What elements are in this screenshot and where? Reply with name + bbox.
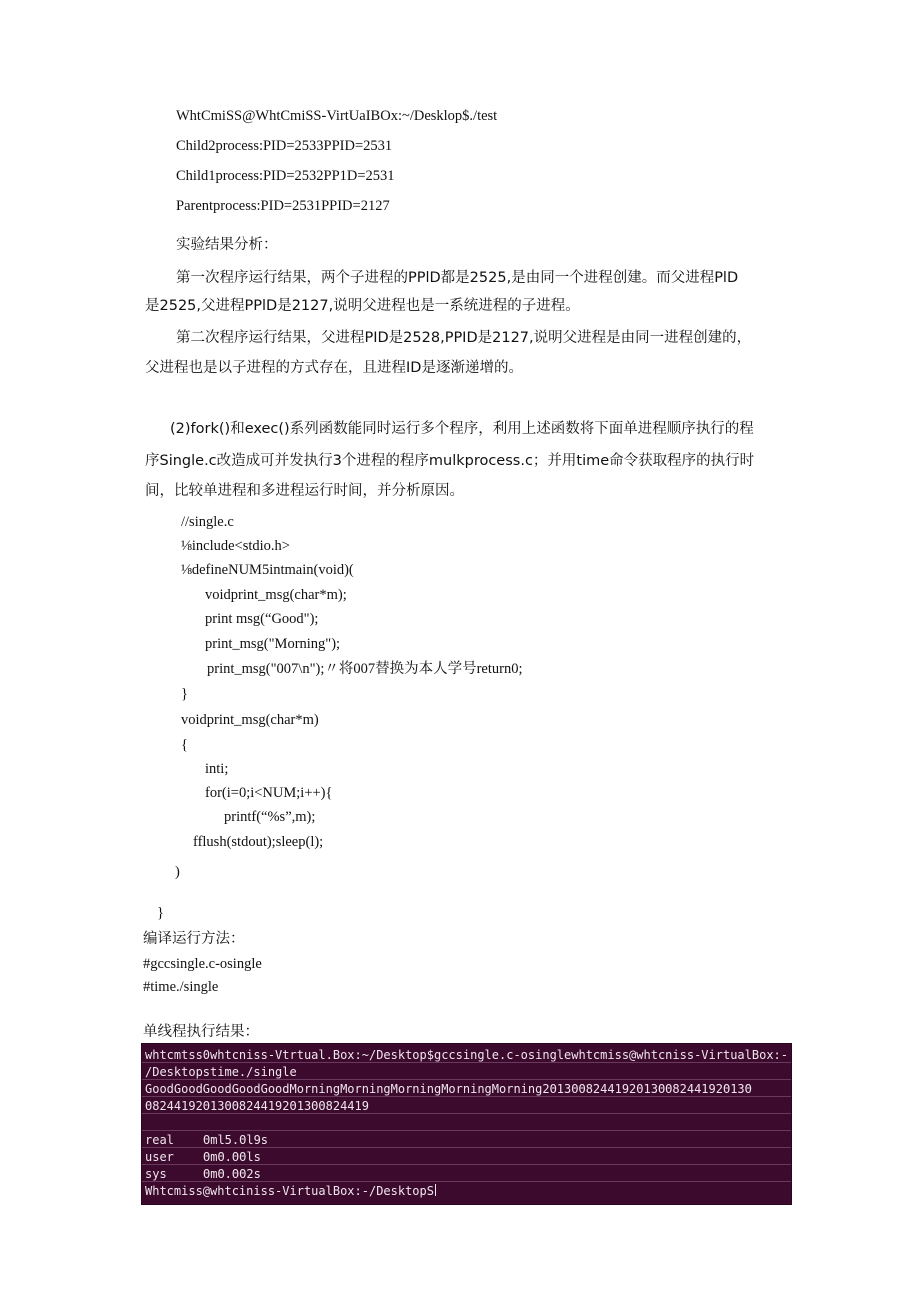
time-label: user [145,1150,174,1164]
code-line: inti; [205,761,229,777]
result-heading: 单线程执行结果： [143,1024,259,1040]
terminal-line: GoodGoodGoodGoodGoodMorningMorningMorningMorningMorning2Θ13ΘΘ8244192Θ13ΘΘ8244192Θ13Θ [142,1081,791,1097]
terminal-blank-line [142,1115,791,1131]
code-line: fflush(stdout);sleep(l); [193,834,324,850]
analysis-heading: 实验结果分析： [176,237,278,253]
time-label: sys [145,1167,167,1181]
terminal-time-user [142,1149,791,1165]
prompt-text: Whtcmiss@whtciniss-VirtualBox:-/DesktopS [145,1184,434,1198]
code-line: print_msg("Morning"); [205,636,341,652]
code-line: //single.c [181,514,234,530]
analysis-p2-line1: 第二次程序运行结果，父进程PID是2528,PPID是2127,说明父进程是由同一进程创建的， [176,330,752,346]
time-value: Θml5.Θl9s [203,1133,269,1147]
task-line2: 序Single.c改造成可并发执行3个进程的程序mulkprocess.c；并用time命令获取程序的执行时 [145,453,755,469]
compile-heading: 编译运行方法： [143,931,245,947]
output-line-child1: Child1process:PID=2532PP1D=2531 [176,168,395,184]
terminal-line: /Desktopstime./single [142,1064,791,1080]
code-line: { [181,737,188,753]
code-line: } [157,905,164,921]
output-line-prompt: WhtCmiSS@WhtCmiSS-VirtUaIBOx:~/Desklop$./test [176,108,498,124]
output-line-parent: Parentprocess:PID=2531PPID=2127 [176,198,390,214]
analysis-p1-line2: 是2525,父进程PPlD是2127,说明父进程也是一系统进程的子进程。 [145,298,580,314]
analysis-p1-line1: 第一次程序运行结果，两个子进程的PPlD都是2525,是由同一个进程创建。而父进程PlD [176,270,739,286]
code-line: for(i=0;i<NUM;i++){ [205,785,333,801]
code-line: printf(“%s”,m); [224,809,316,825]
terminal-line: Θ8244192Θ13ΘΘ8244192Θ13ΘΘ824419 [142,1098,791,1114]
cursor-icon [435,1184,436,1196]
time-label: real [145,1133,174,1147]
code-line: voidprint_msg(char*m); [205,587,347,603]
output-line-child2: Child2process:PID=2533PPID=2531 [176,138,393,154]
code-line: ⅛include<stdio.h> [181,538,290,554]
code-line: } [181,686,188,702]
code-line: ) [175,864,180,880]
code-line: ⅛defineNUM5intmain(void)( [181,562,354,578]
code-line: print_msg("007\n");〃将007替换为本人学号return0; [207,661,523,677]
task-line1: (2)fork()和exec()系列函数能同时运行多个程序，利用上述函数将下面单进程顺序执行的程 [170,421,754,437]
terminal-time-real [142,1132,791,1148]
time-value: ΘmΘ.ΘΘ2s [203,1167,261,1181]
terminal-output [141,1043,792,1205]
terminal-line: whtcmtss0whtcniss-Vtrtual.Box:~/Desktop$gccsingle.c-osinglewhtcmiss@whtcniss-VirtualBox:- [142,1047,791,1063]
code-line: print msg(“Good"); [205,611,319,627]
analysis-p2-line2: 父进程也是以子进程的方式存在，且进程ID是逐渐递增的。 [145,360,523,376]
terminal-time-sys [142,1166,791,1182]
compile-command: #gccsingle.c-osingle [143,956,262,972]
code-line: voidprint_msg(char*m) [181,712,319,728]
task-line3: 间，比较单进程和多进程运行时间，并分析原因。 [145,483,464,499]
terminal-prompt [142,1183,791,1199]
time-value: ΘmΘ.ΘΘls [203,1150,261,1164]
run-command: #time./single [143,979,219,995]
